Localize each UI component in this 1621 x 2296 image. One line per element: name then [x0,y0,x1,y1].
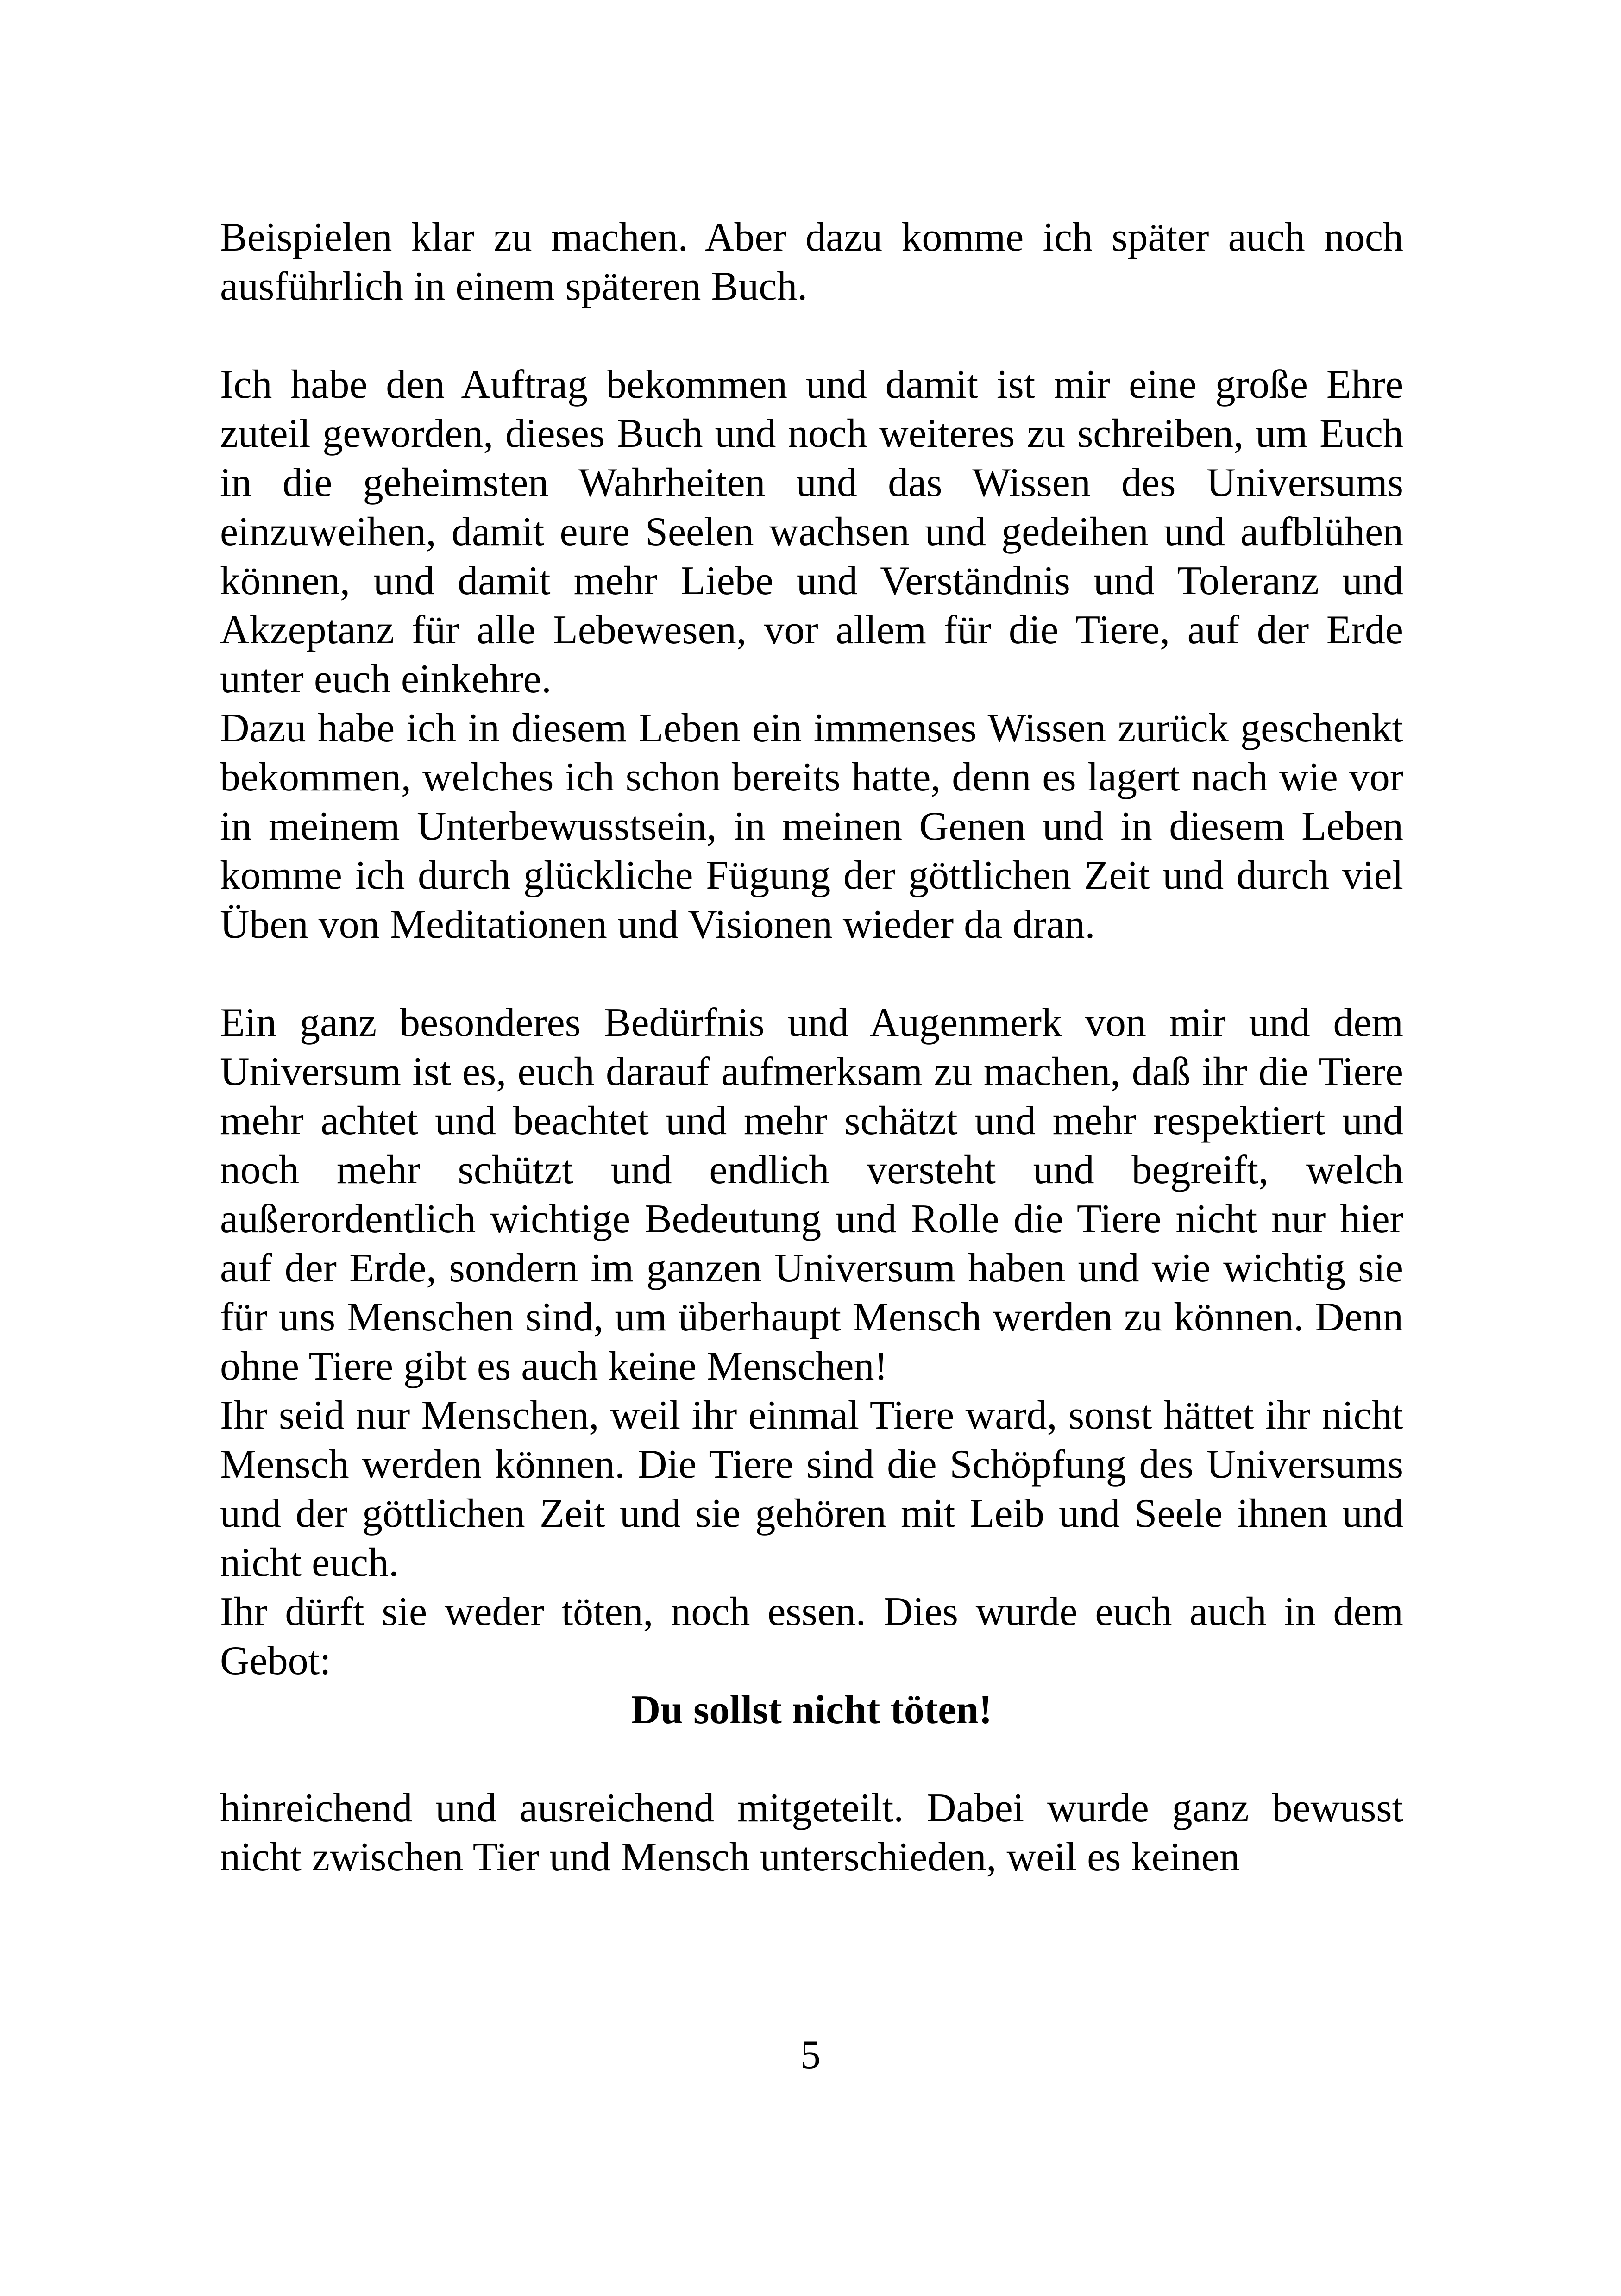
paragraph-mission: Ich habe den Auftrag bekommen und damit ist mir eine große Ehre zuteil geworden, dieses Buch und noch weiteres zu schreiben, um Euch in die geheimsten Wahrheiten und das Wissen des Universums einzuweihen, damit eure Seelen wachsen und gedeihen und aufblühen können, und damit mehr Liebe und Verständnis und Toleranz und Akzeptanz für alle Lebewesen, vor allem für die Tiere, auf der Erde unter euch einkehre. [220,362,1403,702]
paragraph-intro: Beispielen klar zu machen. Aber dazu komme ich später auch noch ausführlich in einem späteren Buch. [220,215,1403,309]
paragraph-commandment-intro: Ihr dürft sie weder töten, noch essen. Dies wurde euch auch in dem Gebot: [220,1589,1403,1683]
page-number: 5 [800,2033,821,2077]
body-text [220,213,1403,1882]
paragraph-gap [220,1735,1403,1784]
paragraph-continuation: hinreichend und ausreichend mitgeteilt. Dabei wurde ganz bewusst nicht zwischen Tier und Mensch unterschieden, weil es keinen [220,1786,1403,1880]
paragraph-gap [220,311,1403,360]
paragraph-humans: Ihr seid nur Menschen, weil ihr einmal Tiere ward, sonst hättet ihr nicht Mensch werden können. Die Tiere sind die Schöpfung des Universums und der göttlichen Zeit und sie gehören mit Leib und Seele ihnen und nicht euch. [220,1393,1403,1585]
paragraph-gap [220,949,1403,998]
paragraph-animals: Ein ganz besonderes Bedürfnis und Augenmerk von mir und dem Universum ist es, euch darauf aufmerksam zu machen, daß ihr die Tiere mehr achtet und beachtet und mehr schätzt und mehr respektiert und noch mehr schützt und endlich versteht und begreift, welch außerordentlich wichtige Bedeutung und Rolle die Tiere nicht nur hier auf der Erde, sondern im ganzen Universum haben und wie wichtig sie für uns Menschen sind, um überhaupt Mensch werden zu können. Denn ohne Tiere gibt es auch keine Menschen! [220,1000,1403,1389]
paragraph-knowledge: Dazu habe ich in diesem Leben ein immenses Wissen zurück geschenkt bekommen, welches ich schon bereits hatte, denn es lagert nach wie vor in meinem Unterbewusstsein, in meinen Genen und in diesem Leben komme ich durch glückliche Fügung der göttlichen Zeit und durch viel Üben von Meditationen und Visionen wieder da dran. [220,706,1403,947]
commandment-quote: Du sollst nicht töten! [631,1687,993,1732]
